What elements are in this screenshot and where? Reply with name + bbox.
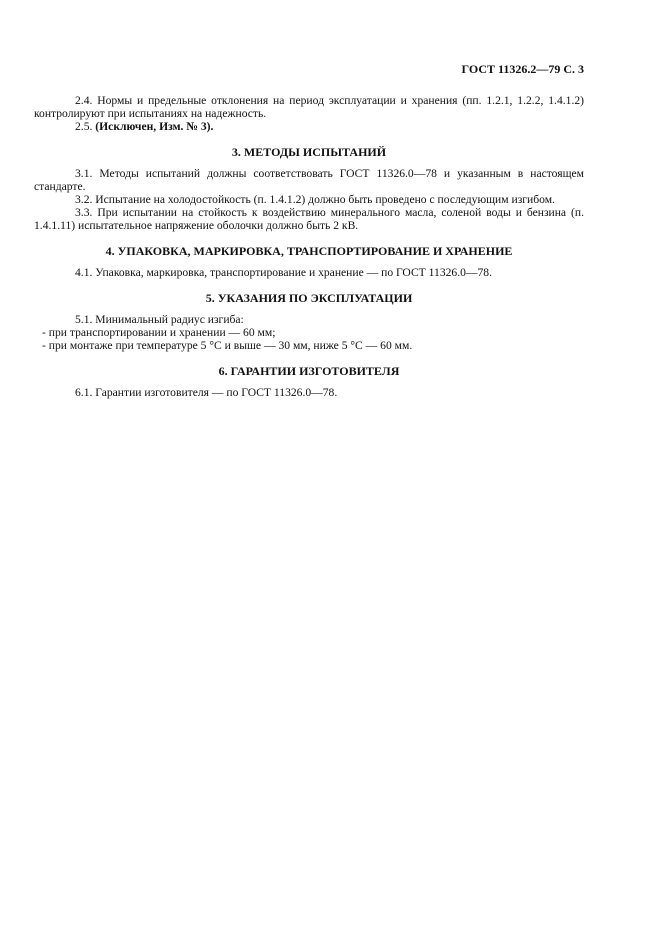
paragraph-2-4: 2.4. Нормы и предельные отклонения на период эксплуатации и хранения (пп. 1.2.1, 1.2.2, 1.4.1.2) контролируют при испытаниях на надежность. xyxy=(34,94,584,120)
paragraph-3-3: 3.3. При испытании на стойкость к воздействию минерального масла, соленой воды и бензина (п. 1.4.1.11) испытательное напряжение оболочки должно быть 2 кВ. xyxy=(34,206,584,232)
paragraph-3-1: 3.1. Методы испытаний должны соответствовать ГОСТ 11326.0—78 и указанным в настоящем стандарте. xyxy=(34,167,584,193)
list-item-transport: - при транспортировании и хранении — 60 мм; xyxy=(42,326,276,339)
running-header: ГОСТ 11326.2—79 С. 3 xyxy=(461,62,584,76)
paragraph-2-5 xyxy=(34,120,584,133)
section-4-title: 4. УПАКОВКА, МАРКИРОВКА, ТРАНСПОРТИРОВАНИЕ И ХРАНЕНИЕ xyxy=(105,244,513,258)
document-page xyxy=(34,0,584,936)
section-5-title: 5. УКАЗАНИЯ ПО ЭКСПЛУАТАЦИИ xyxy=(205,291,413,305)
paragraph-2-5-text: (Исключен, Изм. № 3). xyxy=(95,120,214,133)
paragraph-3-2: 3.2. Испытание на холодостойкость (п. 1.4.1.2) должно быть проведено с последующим изгибом. xyxy=(75,193,555,206)
document-body xyxy=(34,94,584,399)
paragraph-5-1: 5.1. Минимальный радиус изгиба: xyxy=(75,313,244,326)
paragraph-4-1: 4.1. Упаковка, маркировка, транспортирование и хранение — по ГОСТ 11326.0—78. xyxy=(75,266,492,279)
list-item-mounting: - при монтаже при температуре 5 °С и выше — 30 мм, ниже 5 °С — 60 мм. xyxy=(42,339,413,352)
section-3-title: 3. МЕТОДЫ ИСПЫТАНИЙ xyxy=(231,145,387,159)
paragraph-2-5-number: 2.5. xyxy=(75,120,93,133)
paragraph-6-1: 6.1. Гарантии изготовителя — по ГОСТ 11326.0—78. xyxy=(75,386,338,399)
section-6-title: 6. ГАРАНТИИ ИЗГОТОВИТЕЛЯ xyxy=(218,364,400,378)
